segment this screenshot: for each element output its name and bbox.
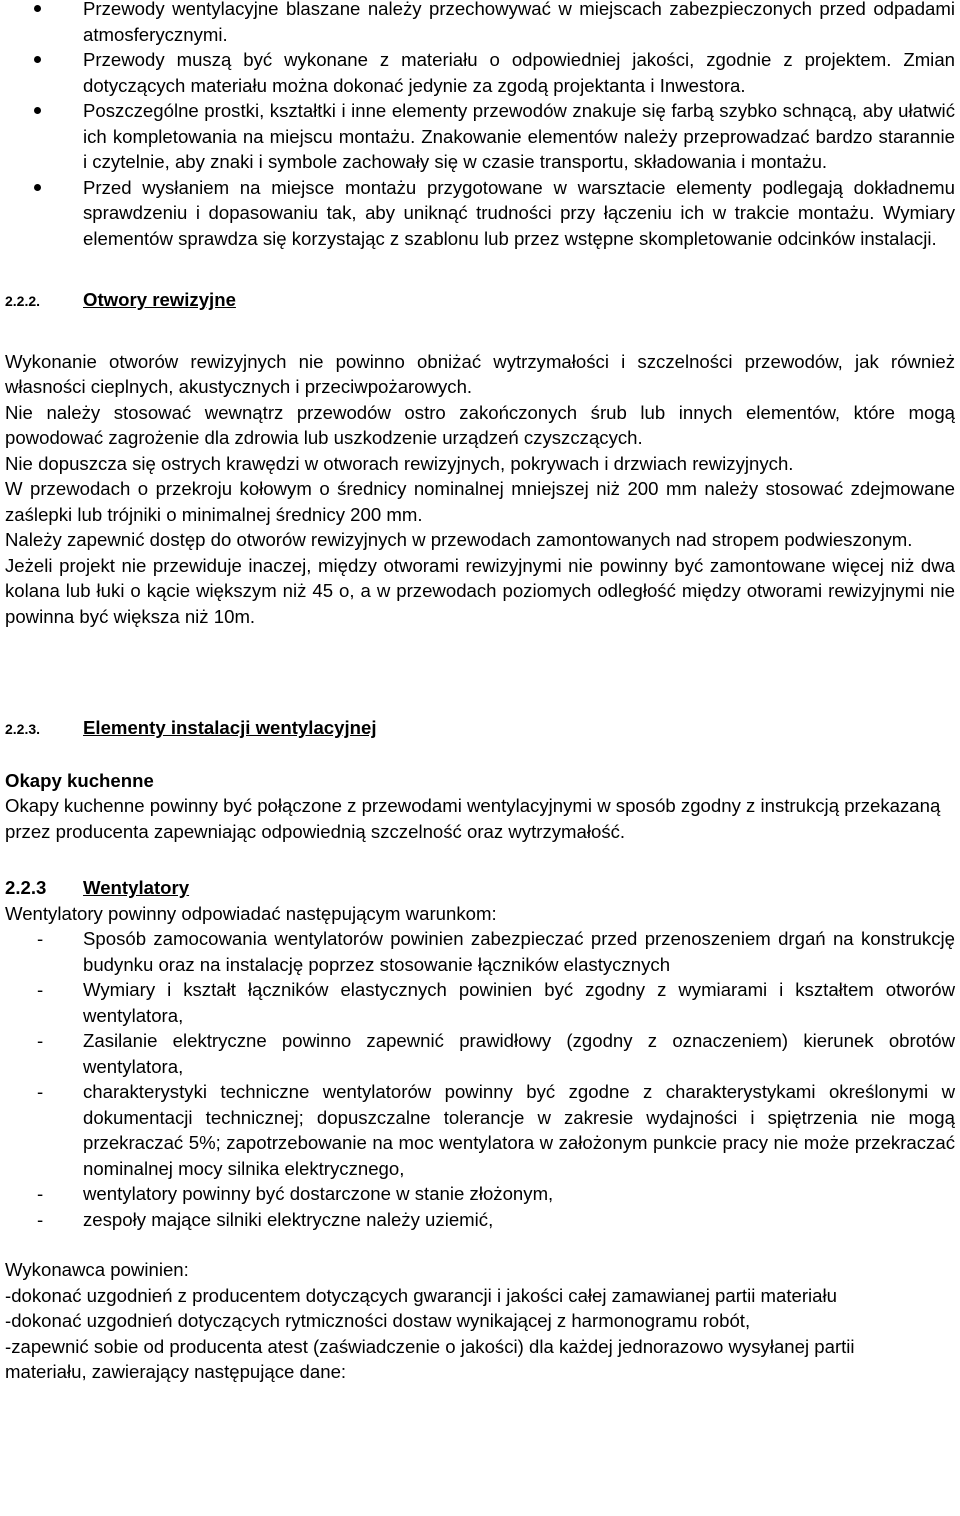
paragraph: Należy zapewnić dostęp do otworów rewizyjnych w przewodach zamontowanych nad stropem podwieszonym.	[5, 529, 913, 550]
contractor-obligations	[5, 1283, 955, 1385]
paragraph: Wykonanie otworów rewizyjnych nie powinno obniżać wytrzymałości i szczelności przewodów, jak również własności cieplnych, akustycznych i przeciwpożarowych.	[5, 350, 955, 397]
section-number: 2.2.2.	[5, 293, 41, 309]
bullet-item: Przed wysłaniem na miejsce montażu przygotowane w warsztacie elementy podlegają dokładnemu sprawdzeniu i dopasowaniu tak, aby uniknąć trudności przy łączeniu ich w trakcie montażu. Wymiary elementów sprawdza się korzystając z szablonu lub przez wstępne skompletowanie odcinków instalacji.	[5, 175, 955, 252]
obligation-line: -dokonać uzgodnień z producentem dotyczących gwarancji i jakości całej zamawianej partii materiału	[5, 1284, 837, 1306]
paragraph: W przewodach o przekroju kołowym o średnicy nominalnej mniejszej niż 200 mm należy stosować zdejmowane zaślepki lub trójniki o minimalnej średnicy 200 mm.	[5, 478, 955, 525]
obligation-line: -dokonać uzgodnień dotyczących rytmiczności dostaw wynikającej z harmonogramu robót,	[5, 1310, 751, 1331]
section-heading-222	[5, 287, 955, 315]
paragraph: Nie dopuszcza się ostrych krawędzi w otworach rewizyjnych, pokrywach i drzwiach rewizyjnych.	[5, 452, 794, 474]
bullet-item: Poszczególne prostki, kształtki i inne elementy przewodów znakuje się farbą szybko schnącą, aby ułatwić ich kompletowania na miejscu montażu. Znakowanie elementów należy przeprowadzać bardzo starannie i czytelnie, aby znaki i symbole zachowały się w czasie transportu, składowania i montażu.	[5, 98, 955, 175]
section-title: Wentylatory	[83, 877, 190, 898]
fan-requirements-list	[5, 926, 955, 1232]
storage-bullet-list	[5, 0, 955, 251]
document-page	[5, 0, 955, 1385]
requirement-item: - wentylatory powinny być dostarczone w stanie złożonym,	[5, 1181, 955, 1207]
section-title: Otwory rewizyjne	[83, 289, 236, 310]
contractor-intro: Wykonawca powinien:	[5, 1259, 189, 1280]
requirement-item: - zespoły mające silniki elektryczne należy uziemić,	[5, 1207, 955, 1233]
section-title: Elementy instalacji wentylacyjnej	[83, 717, 377, 738]
subheading-kitchen-hoods: Okapy kuchenne	[5, 769, 154, 791]
section-number: 2.2.3.	[5, 721, 41, 737]
paragraph: Nie należy stosować wewnątrz przewodów ostro zakończonych śrub lub innych elementów, które mogą powodować zagrożenie dla zdrowia lub uszkodzenie urządzeń czyszczących.	[5, 401, 955, 448]
obligation-line: -zapewnić sobie od producenta atest (zaświadczenie o jakości) dla każdej jednorazowo wysyłanej partii materiału, zawierający następujące dane:	[5, 1335, 855, 1382]
bullet-item: Przewody wentylacyjne blaszane należy przechowywać w miejscach zabezpieczonych przed odpadami atmosferycznymi.	[5, 0, 955, 47]
section-number: 2.2.3	[5, 877, 47, 898]
paragraph: Okapy kuchenne powinny być połączone z przewodami wentylacyjnymi w sposób zgodny z instrukcją przekazaną przez producenta zapewniając odpowiednią szczelność oraz wytrzymałość.	[5, 795, 941, 842]
bullet-item: Przewody muszą być wykonane z materiału o odpowiedniej jakości, zgodnie z projektem. Zmian dotyczących materiału można dokonać jedynie za zgodą projektanta i Inwestora.	[5, 47, 955, 98]
paragraph: Jeżeli projekt nie przewiduje inaczej, między otworami rewizyjnymi nie powinny być zamontowane więcej niż dwa kolana lub łuki o kącie większym niż 45 o, a w przewodach poziomych odległość między otworami rewizyjnymi nie powinna być większa niż 10m.	[5, 554, 955, 627]
requirement-item: - charakterystyki techniczne wentylatorów powinny być zgodne z charakterystykami określonymi w dokumentacji technicznej; dopuszczalne tolerancje w zakresie wydajności i spiętrzenia nie mogą przekraczać 5%; zapotrzebowanie na moc wentylatora w założonym punkcie pracy nie może przekraczać nominalnej mocy silnika elektrycznego,	[5, 1079, 955, 1181]
requirement-item: - Wymiary i kształt łączników elastycznych powinien być zgodny z wymiarami i kształtem otworów wentylatora,	[5, 977, 955, 1028]
requirement-item: - Zasilanie elektryczne powinno zapewnić prawidłowy (zgodny z oznaczeniem) kierunek obrotów wentylatora,	[5, 1028, 955, 1079]
fans-intro: Wentylatory powinny odpowiadać następującym warunkom:	[5, 902, 497, 924]
requirement-item: - Sposób zamocowania wentylatorów powinien zabezpieczać przed przenoszeniem drgań na konstrukcję budynku oraz na instalację poprzez stosowanie łączników elastycznych	[5, 926, 955, 977]
inspection-openings-text	[5, 349, 955, 630]
section-heading-223-elements	[5, 715, 955, 743]
section-heading-223-fans	[5, 875, 955, 901]
